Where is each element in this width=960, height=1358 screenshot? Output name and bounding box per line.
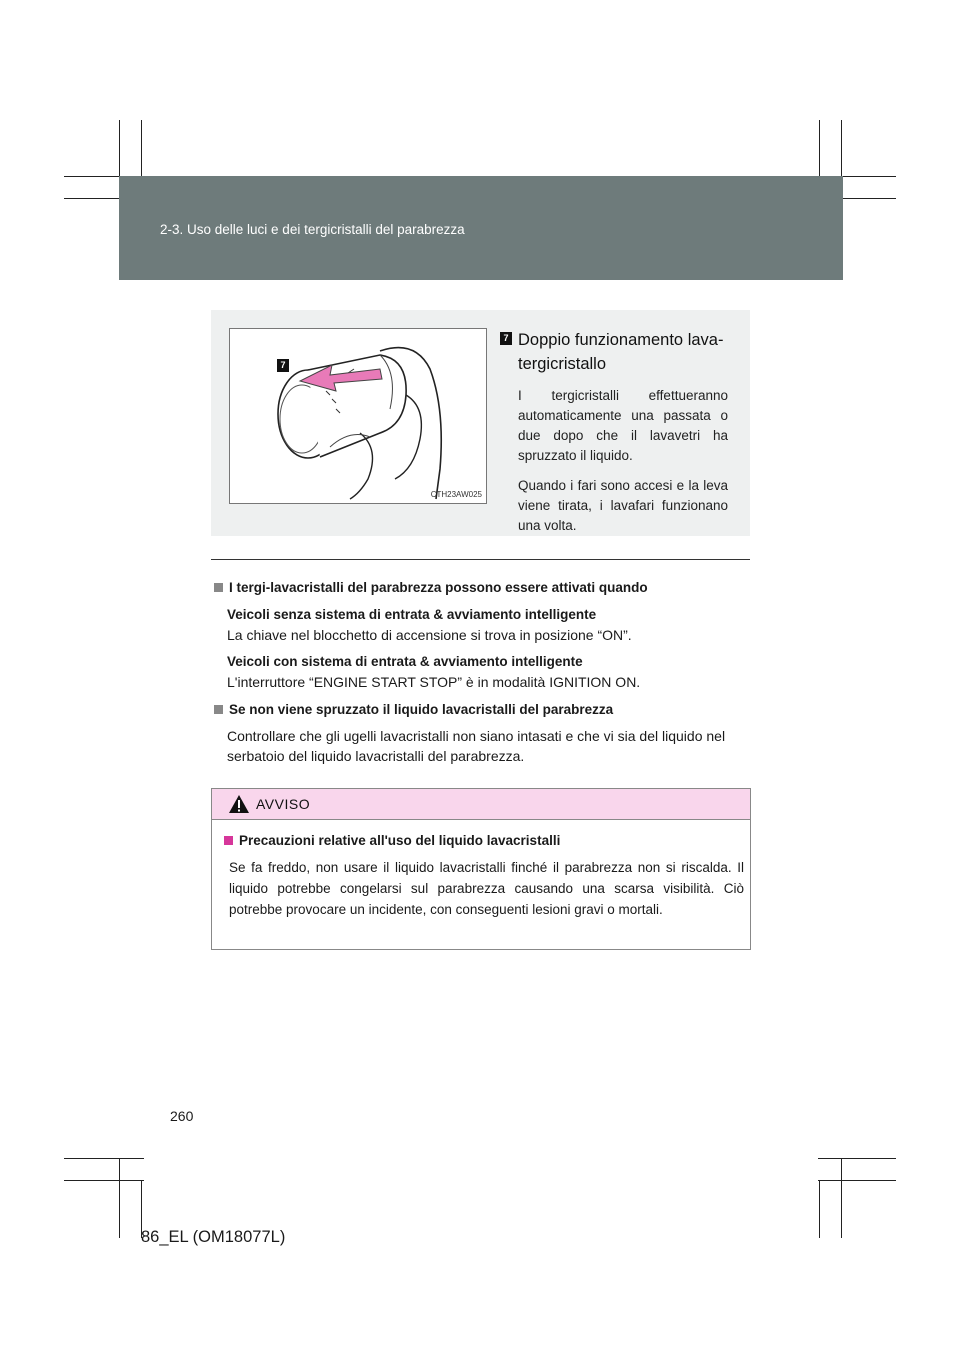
bullet-square-icon [214, 583, 223, 592]
note-text: La chiave nel blocchetto di accensione si trova in posizione “ON”. [227, 627, 632, 643]
callout-marker: 7 [277, 359, 289, 372]
note-sublabel: Veicoli con sistema di entrata & avviamento intelligente [227, 654, 583, 669]
document-code: 86_EL (OM18077L) [141, 1228, 286, 1246]
figure-description [500, 328, 728, 536]
note-body [227, 726, 748, 766]
figure-title [500, 328, 728, 376]
warning-text: Se fa freddo, non usare il liquido lavacristalli finché il parabrezza non si riscalda. Il liquido potrebbe congelarsi sul parabrezza causando una scarsa visibilità. Ciò potrebbe provocare un incidente, con conseguenti lesioni gravi o mortali. [229, 860, 744, 917]
note-body [227, 604, 748, 645]
notes-section [214, 578, 748, 766]
page-number: 260 [170, 1108, 194, 1124]
note-text: L'interruttore “ENGINE START STOP” è in modalità IGNITION ON. [227, 674, 641, 690]
warning-header [212, 789, 750, 820]
note-body [227, 651, 748, 692]
crop-mark [818, 1158, 896, 1159]
divider [211, 559, 750, 560]
bullet-square-icon [224, 836, 233, 845]
crop-mark [819, 1180, 820, 1238]
figure-title-line1: Doppio funzionamento lava- [518, 331, 724, 349]
bullet-square-icon [214, 705, 223, 714]
figure-paragraph: I tergicristalli effettueranno automaticamente una passata o due dopo che il lavavetri ha spruzzato il liquido. [518, 388, 728, 463]
crop-mark [64, 1158, 144, 1159]
crop-mark [818, 1180, 896, 1181]
callout-marker: 7 [500, 332, 512, 345]
warning-triangle-icon [228, 794, 250, 814]
section-title: 2-3. Uso delle luci e dei tergicristalli del parabrezza [160, 222, 465, 237]
warning-label: AVVISO [256, 796, 311, 812]
crop-mark [841, 1158, 842, 1238]
warning-box [211, 788, 751, 950]
image-code: CTH23AW025 [430, 490, 482, 499]
note-heading: I tergi-lavacristalli del parabrezza possono essere attivati quando [214, 578, 748, 598]
wiper-lever-illustration [230, 329, 486, 503]
crop-mark [119, 1158, 120, 1238]
figure-title-line2: tergicristallo [518, 355, 607, 373]
figure-paragraph: Quando i fari sono accesi e la leva viene tirata, i lavafari funzionano una volta. [518, 478, 728, 533]
figure-illustration [229, 328, 487, 504]
crop-mark [64, 1180, 144, 1181]
note-sublabel: Veicoli senza sistema di entrata & avviamento intelligente [227, 607, 597, 622]
note-text: Controllare che gli ugelli lavacristalli non siano intasati e che vi sia del liquido nel serbatoio del liquido lavacristalli del parabrezza. [227, 728, 726, 764]
note-heading: Se non viene spruzzato il liquido lavacristalli del parabrezza [214, 700, 748, 720]
warning-heading: Precauzioni relative all'uso del liquido lavacristalli [224, 831, 560, 851]
